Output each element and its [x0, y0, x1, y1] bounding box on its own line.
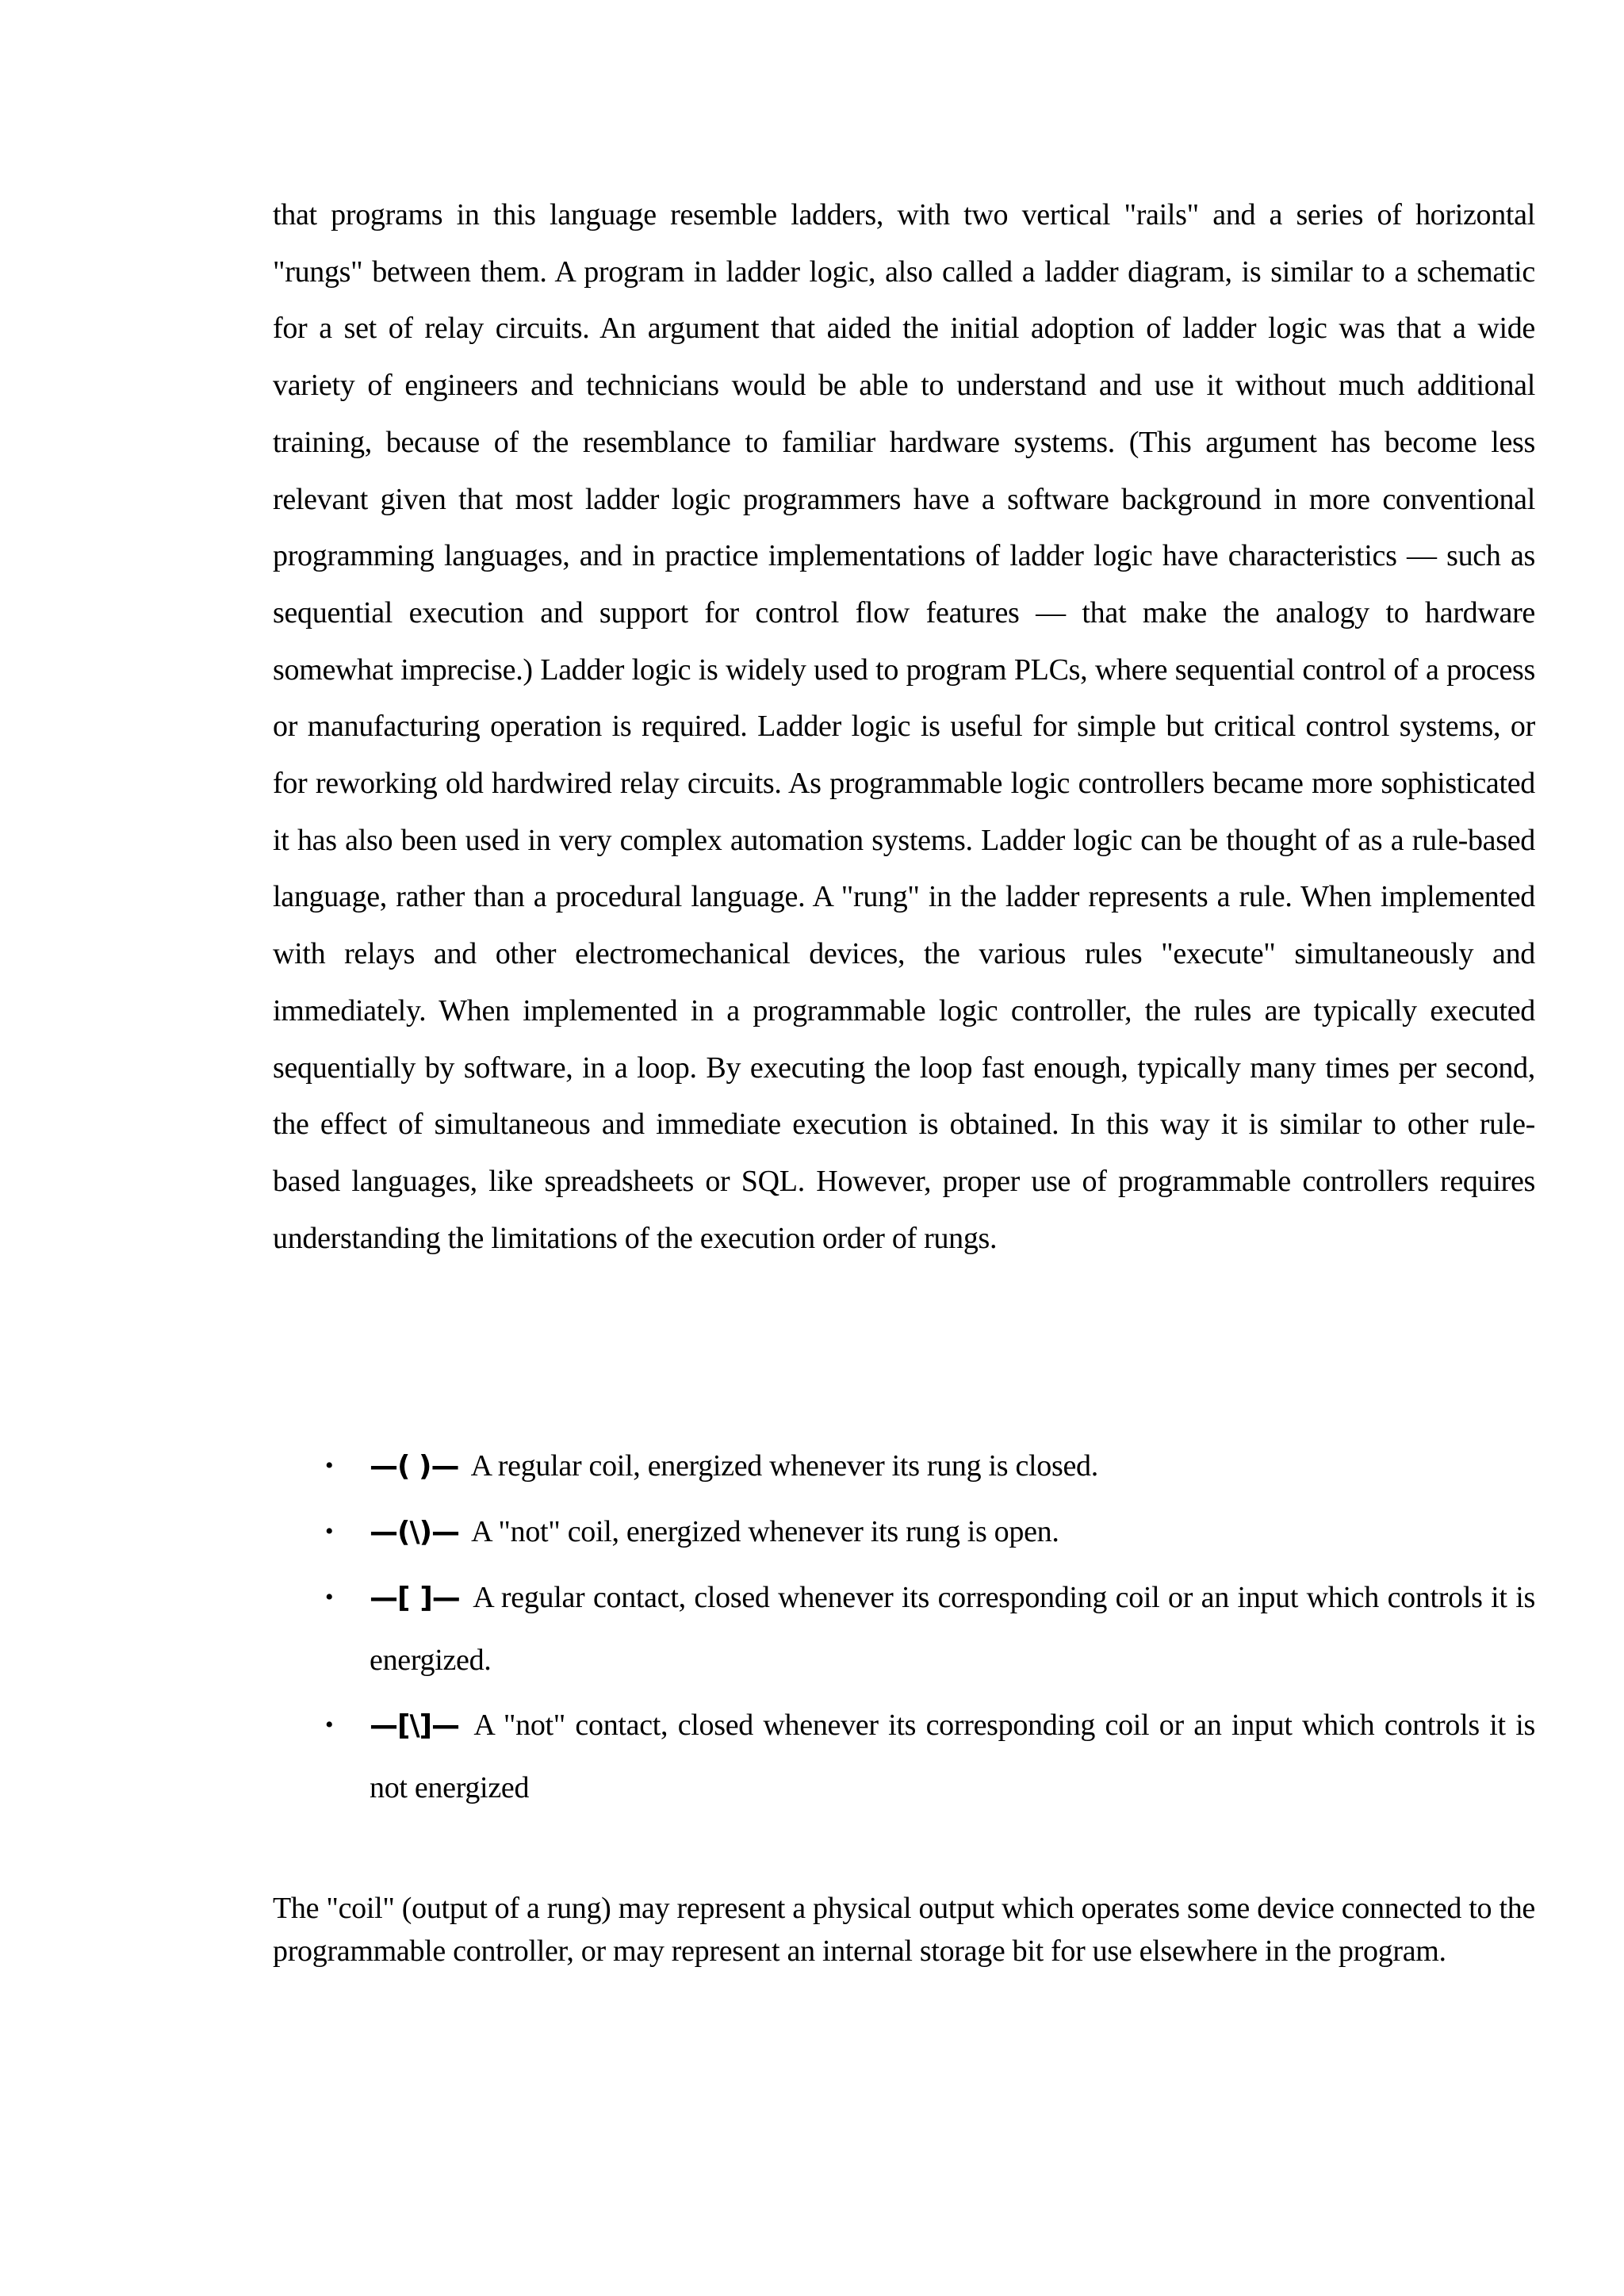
- list-item-regular-coil: [273, 1435, 1535, 1498]
- bullet-icon: •: [325, 1452, 334, 1479]
- not-coil-symbol: —(\)—: [370, 1516, 460, 1548]
- bullet-icon: •: [325, 1712, 334, 1738]
- list-item-text: A "not" contact, closed whenever its corresponding coil or an input which controls it is not energized: [370, 1709, 1535, 1804]
- list-item-text: A "not" coil, energized whenever its rung is open.: [471, 1515, 1059, 1548]
- list-item-text: A regular contact, closed whenever its corresponding coil or an input which controls it is energized.: [370, 1581, 1535, 1677]
- bullet-icon: •: [325, 1518, 334, 1544]
- regular-contact-symbol: —[ ]—: [370, 1582, 460, 1614]
- not-contact-symbol: —[\]—: [370, 1709, 460, 1742]
- bullet-icon: •: [325, 1584, 334, 1610]
- list-item-not-contact: [273, 1694, 1535, 1819]
- list-item-not-coil: [273, 1501, 1535, 1563]
- list-item-text: A regular coil, energized whenever its rung is closed.: [470, 1449, 1098, 1483]
- list-item-regular-contact: [273, 1567, 1535, 1691]
- closing-paragraph: The "coil" (output of a rung) may represent a physical output which operates some device connected to the programmable controller, or may represent an internal storage bit for use elsewhere in the program.: [273, 1892, 1535, 1968]
- regular-coil-symbol: —( )—: [370, 1450, 459, 1483]
- main-paragraph: that programs in this language resemble ladders, with two vertical "rails" and a series of horizontal "rungs" between them. A program in ladder logic, also called a ladder diagram, is similar to a schematic for a set of relay circuits. An argument that aided the initial adoption of ladder logic was that a wide variety of engineers and technicians would be able to understand and use it without much additional training, because of the resemblance to familiar hardware systems. (This argument has become less relevant given that most ladder logic programmers have a software background in more conventional programming languages, and in practice implementations of ladder logic have characteristics — such as sequential execution and support for control flow features — that make the analogy to hardware somewhat imprecise.) Ladder logic is widely used to program PLCs, where sequential control of a process or manufacturing operation is required. Ladder logic is useful for simple but critical control systems, or for reworking old hardwired relay circuits. As programmable logic controllers became more sophisticated it has also been used in very complex automation systems. Ladder logic can be thought of as a rule-based language, rather than a procedural language. A "rung" in the ladder represents a rule. When implemented with relays and other electromechanical devices, the various rules "execute" simultaneously and immediately. When implemented in a programmable logic controller, the rules are typically executed sequentially by software, in a loop. By executing the loop fast enough, typically many times per second, the effect of simultaneous and immediate execution is obtained. In this way it is similar to other rule- based languages, like spreadsheets or SQL. However, proper use of programmable controllers requires understanding the limitations of the execution order of rungs.: [273, 198, 1535, 1255]
- symbol-list: [273, 1435, 1535, 1822]
